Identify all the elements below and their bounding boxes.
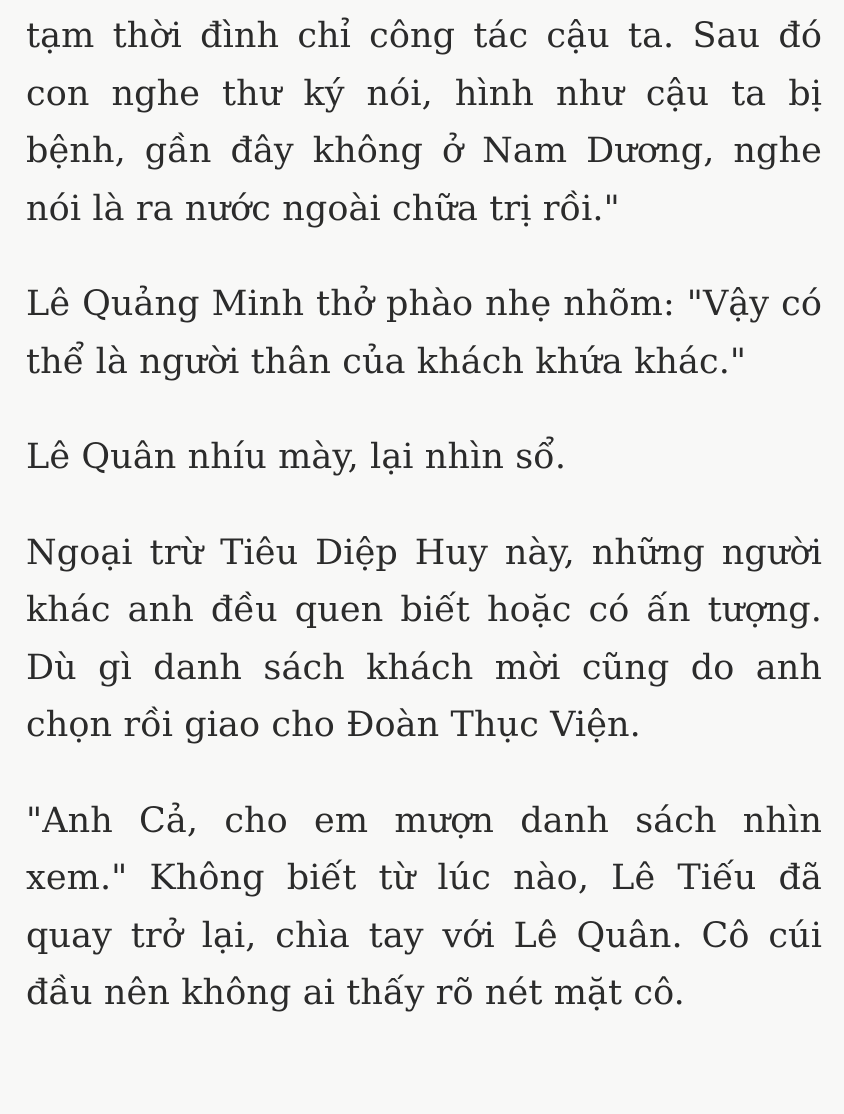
- paragraph: Lê Quảng Minh thở phào nhẹ nhõm: "Vậy có thể là người thân của khách khứa khác.": [26, 284, 822, 382]
- paragraph: Ngoại trừ Tiêu Diệp Huy này, những người khác anh đều quen biết hoặc có ấn tượng. Dù gì danh sách khách mời cũng do anh chọn rồi giao cho Đoàn Thục Viện.: [26, 532, 822, 745]
- paragraph: "Anh Cả, cho em mượn danh sách nhìn xem." Không biết từ lúc nào, Lê Tiếu đã quay trở lại, chìa tay với Lê Quân. Cô cúi đầu nên không ai thấy rõ nét mặt cô.: [26, 800, 822, 1013]
- paragraph: Lê Quân nhíu mày, lại nhìn sổ.: [26, 437, 567, 477]
- paragraph: tạm thời đình chỉ công tác cậu ta. Sau đó con nghe thư ký nói, hình như cậu ta bị bệnh, gần đây không ở Nam Dương, nghe nói là ra nước ngoài chữa trị rồi.": [26, 16, 822, 229]
